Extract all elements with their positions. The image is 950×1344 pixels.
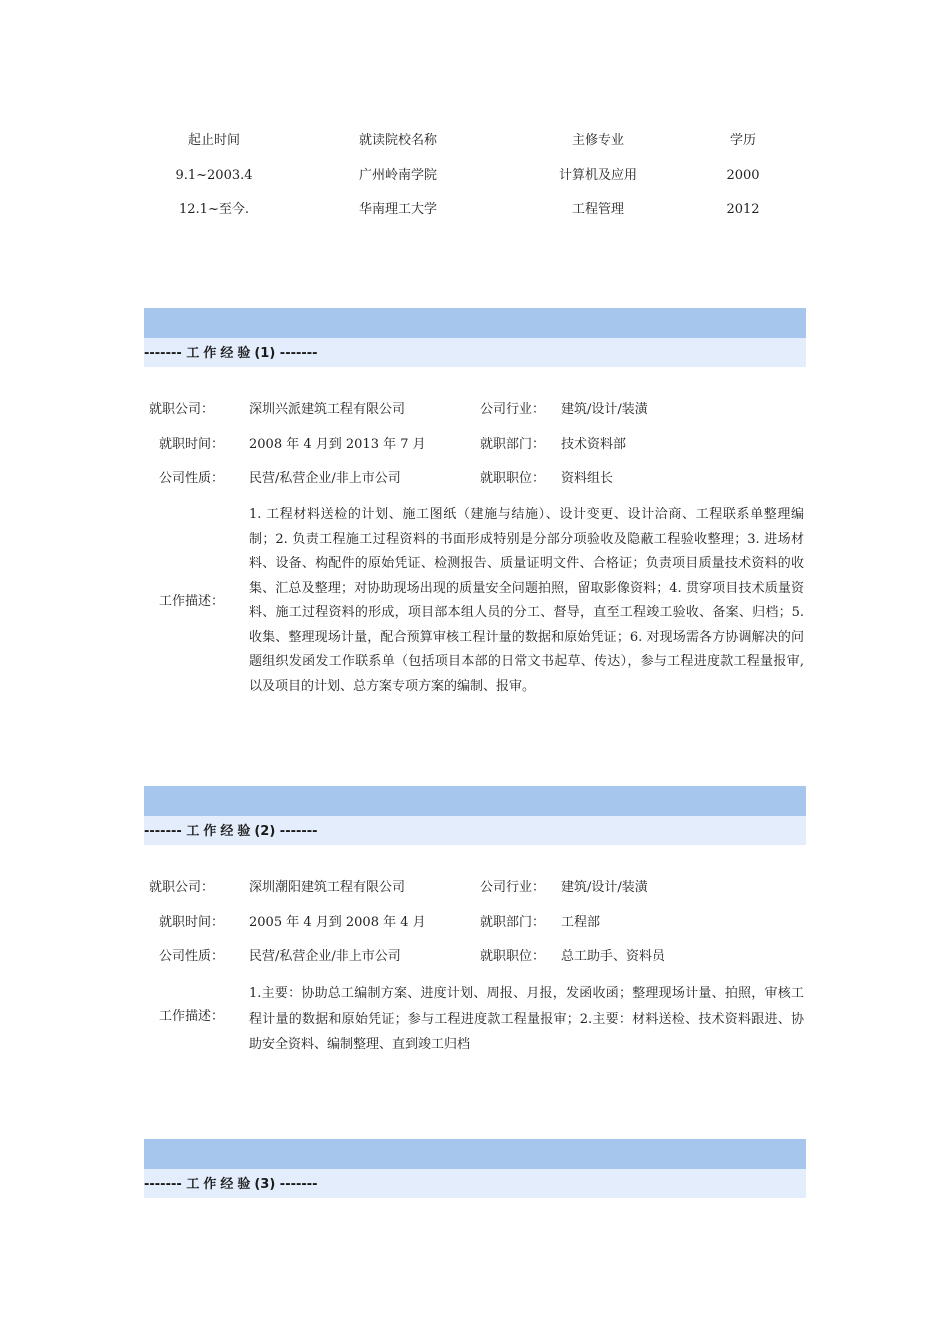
header-major: 主修专业 <box>571 133 624 148</box>
company-label: 就职公司： <box>148 402 214 417</box>
dept-value: 技术资料部 <box>561 437 627 452</box>
title-dashes-right: ------- <box>279 824 318 839</box>
dept-label: 就职部门： <box>480 915 546 930</box>
time-value: 2008 年 4 月到 2013 年 7 月 <box>249 437 426 452</box>
title-text: 工作经验 <box>186 1177 255 1192</box>
edu-degree: 2000 <box>726 168 760 183</box>
description-label: 工作描述： <box>158 594 224 609</box>
section-header-bar <box>144 308 806 338</box>
title-dashes-right: ------- <box>279 346 318 361</box>
industry-value: 建筑/设计/装潢 <box>561 880 648 895</box>
time-label: 就职时间： <box>158 437 224 452</box>
title-dashes-right: ------- <box>279 1177 318 1192</box>
title-number: (2) <box>254 824 276 839</box>
title-number: (1) <box>254 346 276 361</box>
company-value: 深圳兴派建筑工程有限公司 <box>249 402 406 417</box>
table-row <box>0 200 950 220</box>
position-label: 就职职位： <box>480 949 546 964</box>
position-label: 就职职位： <box>480 471 546 486</box>
title-dashes-left: ------- <box>144 1177 182 1192</box>
position-value: 总工助手、资料员 <box>561 949 666 964</box>
education-header-row <box>0 131 950 151</box>
edu-period: 9.1~2003.4 <box>175 168 253 183</box>
section-title <box>144 1169 806 1198</box>
company-label: 就职公司： <box>148 880 214 895</box>
header-degree: 学历 <box>729 133 756 148</box>
industry-value: 建筑/设计/装潢 <box>561 402 648 417</box>
industry-label: 公司行业： <box>480 402 546 417</box>
nature-label: 公司性质： <box>158 471 224 486</box>
dept-value: 工程部 <box>561 915 601 930</box>
time-value: 2005 年 4 月到 2008 年 4 月 <box>249 915 426 930</box>
title-dashes-left: ------- <box>144 346 182 361</box>
edu-school: 广州岭南学院 <box>358 168 437 183</box>
header-school: 就读院校名称 <box>358 133 437 148</box>
section-title <box>144 816 806 845</box>
edu-period: 12.1~至今. <box>179 202 249 217</box>
section-header-bar <box>144 1139 806 1169</box>
edu-degree: 2012 <box>726 202 760 217</box>
description-text: 1.主要：协助总工编制方案、进度计划、周报、月报，发函收函；整理现场计量、拍照，审核工程计量的数据和原始凭证；参与工程进度款工程量报审；2.主要：材料送检、技术资料跟进、协助安全资料、编制整理、直到竣工归档 <box>249 986 804 1052</box>
title-text: 工作经验 <box>186 346 255 361</box>
edu-major: 计算机及应用 <box>558 168 637 183</box>
section-header-bar <box>144 786 806 816</box>
section-title <box>144 338 806 367</box>
dept-label: 就职部门： <box>480 437 546 452</box>
company-value: 深圳潮阳建筑工程有限公司 <box>249 880 406 895</box>
table-row <box>0 166 950 186</box>
position-value: 资料组长 <box>561 471 614 486</box>
nature-label: 公司性质： <box>158 949 224 964</box>
time-label: 就职时间： <box>158 915 224 930</box>
industry-label: 公司行业： <box>480 880 546 895</box>
title-text: 工作经验 <box>186 824 255 839</box>
description-text: 1. 工程材料送检的计划、施工图纸（建施与结施）、设计变更、设计洽商、工程联系单整理编制；2. 负责工程施工过程资料的书面形成特别是分部分项验收及隐蔽工程验收整理；3. 进场材料、设备、构配件的原始凭证、检测报告、质量证明文件、合格证；负责项目质量技术资料的收集、汇总及整理；对协助现场出现的质量安全问题拍照，留取影像资料；4. 贯穿项目技术质量资料、施工过程资料的形成，项目部本组人员的分工、督导，直至工程竣工验收、备案、归档；5. 收集、整理现场计量，配合预算审核工程计量的数据和原始凭证；6. 对现场需各方协调解决的问题组织发函发工作联系单（包括项目本部的日常文书起草、传达），参与工程进度款工程量报审,以及项目的计划、总方案专项方案的编制、报审。 <box>249 507 804 694</box>
nature-value: 民营/私营企业/非上市公司 <box>249 949 401 964</box>
title-dashes-left: ------- <box>144 824 182 839</box>
title-number: (3) <box>254 1177 276 1192</box>
header-period: 起止时间 <box>187 133 240 148</box>
nature-value: 民营/私营企业/非上市公司 <box>249 471 401 486</box>
edu-major: 工程管理 <box>571 202 624 217</box>
edu-school: 华南理工大学 <box>358 202 437 217</box>
description-label: 工作描述： <box>158 1009 224 1024</box>
